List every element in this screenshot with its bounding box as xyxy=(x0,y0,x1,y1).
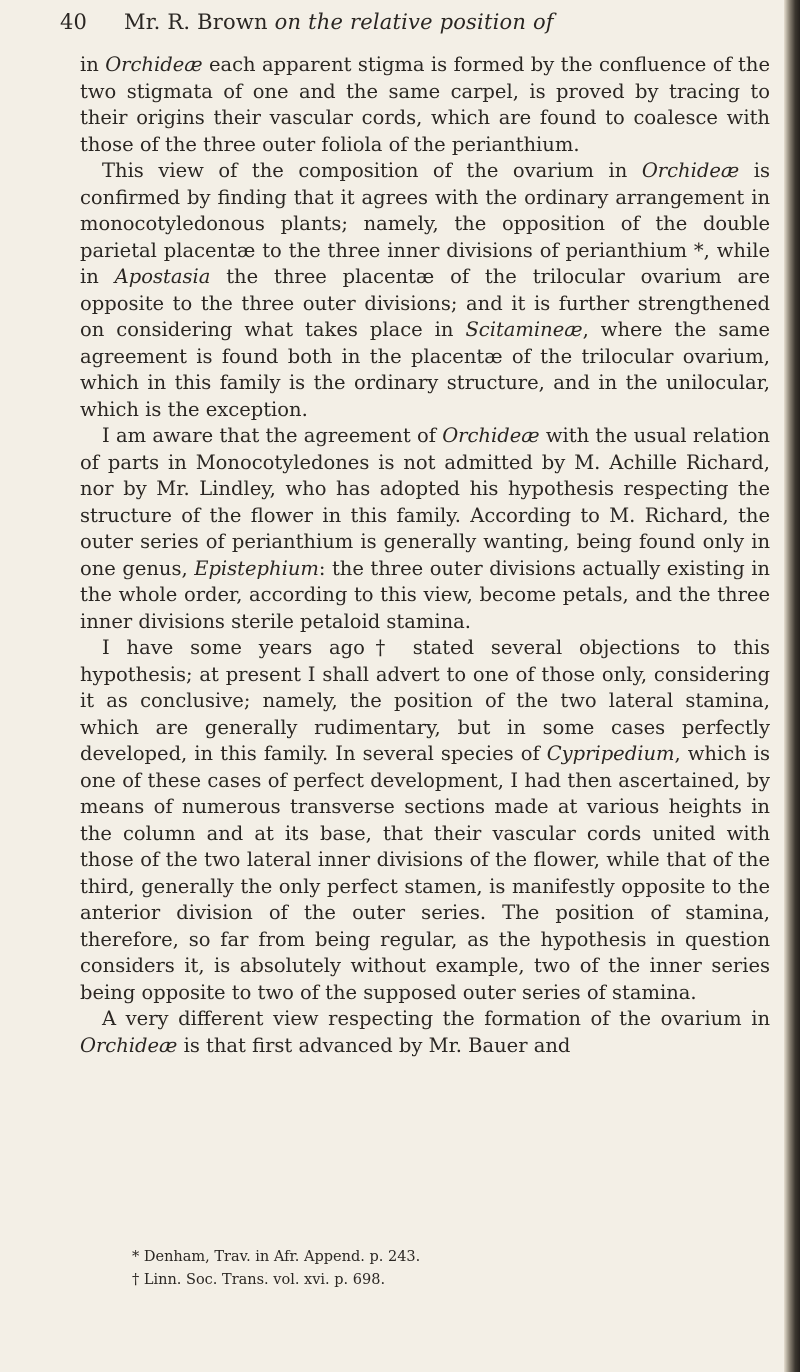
footnote: * Denham, Trav. in Afr. Append. p. 243. xyxy=(132,1249,421,1265)
text-run: This view of the composition of the ovarium in xyxy=(102,159,642,182)
running-head xyxy=(124,4,554,40)
text-run: : the three outer divisions actually existing in the whole order, according to this view, become petals, and the three inner divisions sterile petaloid stamina. xyxy=(80,556,770,633)
page-number: 40 xyxy=(60,10,88,34)
text-run: A very different view respecting the formation of the ovarium in xyxy=(102,1007,770,1030)
text-run: with the usual relation of parts in Monocotyledones is not admitted by M. Achille Richard, nor by Mr. Lindley, who has adopted his hypothesis respecting the structure of the flower in this family. According to M. Richard, the outer series of perianthium is generally wanting, being found only in one genus, xyxy=(80,424,770,580)
text-run: I am aware that the agreement of xyxy=(102,424,443,447)
text-run: is that first advanced by Mr. Bauer and xyxy=(177,1033,571,1057)
running-head-prefix: Mr. R. Brown xyxy=(124,10,275,34)
paragraph xyxy=(80,52,770,158)
italic-term: Scitamineæ xyxy=(465,318,583,341)
text-run: I have some years ago† stated several objections to this hypothesis; at present I shall advert to one of those only, considering it as conclusive; namely, the position of the two lateral stamina, which are generally rudimentary, but in some cases perfectly developed, in this family. In several species of xyxy=(80,636,770,765)
text-run: is confirmed by finding that it agrees with the ordinary arrangement in monocotyledonous plants; namely, the opposition of the double parietal placentæ to the three inner divisions of perianthium *, while in xyxy=(80,159,770,288)
body-text xyxy=(80,52,770,1059)
page-header xyxy=(60,4,760,40)
italic-term: Epistephium xyxy=(194,556,319,580)
paragraph xyxy=(80,635,770,1006)
text-run: , which is one of these cases of perfect development, I had then ascertained, by means of numerous transverse sections made at various heights in the column and at its base, that their vascular cords united with those of the two lateral inner divisions of the flower, while that of the third, generally the only perfect stamen, is manifestly opposite to the anterior division of the outer series. The position of stamina, therefore, so far from being regular, as the hypothesis in question considers it, is absolutely without example, two of the inner series being opposite to two of the supposed outer series of stamina. xyxy=(80,742,770,1004)
italic-term: Cypripedium xyxy=(546,742,675,765)
page-binding-shadow xyxy=(784,0,800,1372)
text-run: the three placentæ of the trilocular ovarium are opposite to the three outer divisions; and it is further strengthened on considering what takes place in xyxy=(80,265,770,341)
running-head-italic: on the relative position of xyxy=(274,10,554,34)
italic-term: Orchideæ xyxy=(80,1033,178,1057)
text-run: , where the same agreement is found both in the placentæ of the trilocular ovarium, which in this family is the ordinary structure, and in the unilocular, which is the exception. xyxy=(80,318,771,421)
paragraph xyxy=(80,423,770,635)
paragraph xyxy=(80,158,770,423)
italic-term: Orchideæ xyxy=(105,53,203,76)
italic-term: Orchideæ xyxy=(442,424,540,447)
italic-term: Apostasia xyxy=(114,265,211,288)
footnote: † Linn. Soc. Trans. vol. xvi. p. 698. xyxy=(132,1272,386,1288)
paragraph xyxy=(80,1006,770,1059)
text-run: each apparent stigma is formed by the confluence of the two stigmata of one and the same carpel, is proved by tracing to their origins their vascular cords, which are found to coalesce with those of the three outer foliola of the perianthium. xyxy=(80,53,770,156)
footnotes xyxy=(132,1246,752,1292)
text-run: in xyxy=(80,53,106,76)
italic-term: Orchideæ xyxy=(641,159,740,182)
